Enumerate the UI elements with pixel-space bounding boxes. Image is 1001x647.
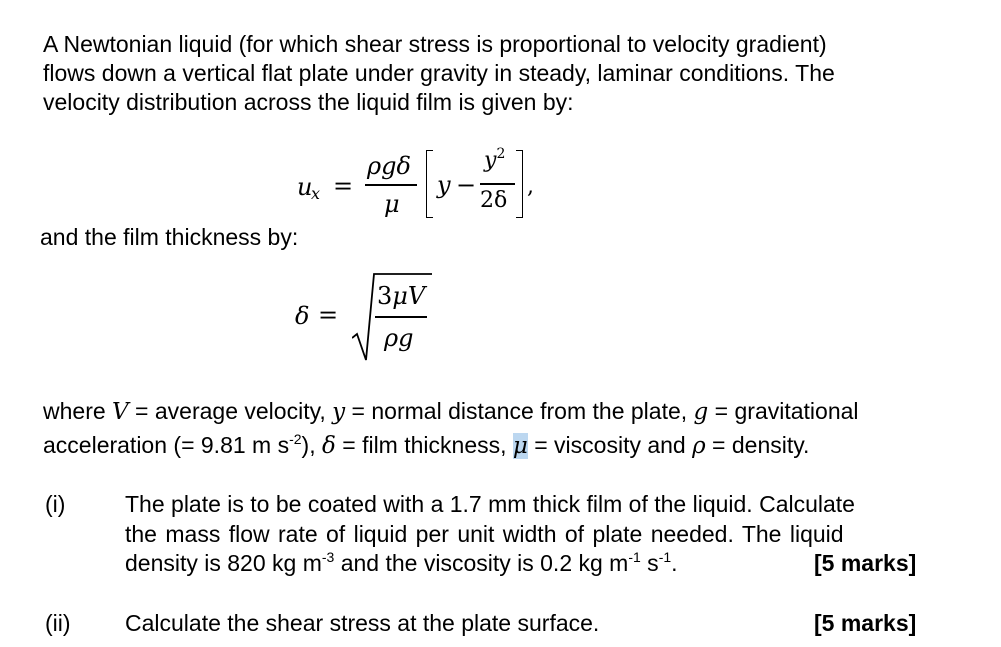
velocity-denominator: μ [384,190,400,218]
velocity-numerator: ρgδ [367,152,411,180]
definition-acceleration-close: ), [301,432,322,458]
definitions-prefix: where [43,398,113,424]
definition-acceleration: acceleration (= 9.81 m s [43,432,290,458]
thickness-lhs: δ [295,302,310,330]
velocity-right-bracket [516,150,523,218]
inner-numerator-y: y [484,148,497,173]
thickness-equals: = [318,301,339,329]
velocity-bracket-term: y [437,171,451,199]
question-i-line-1: The plate is to be coated with a 1.7 mm thick film of the liquid. Calculate [125,491,855,517]
definition-y: = normal distance from the plate, [345,398,694,424]
velocity-left-bracket [426,150,433,218]
numerator-mu-v: μV [392,282,426,310]
symbol-y: y [332,399,346,425]
intro-line-2: flows down a vertical flat plate under gravity in steady, laminar conditions. The [43,60,835,86]
velocity-inner-fraction-bar [480,183,515,185]
question-i-line-2: the mass flow rate of liquid per unit width of plate needed. The liquid [125,521,844,547]
symbol-v: V [112,399,129,425]
velocity-fraction-bar [365,184,417,186]
question-i-number: (i) [45,491,66,517]
thickness-denominator: ρg [384,324,414,352]
density-exponent: -3 [321,549,335,565]
symbol-mu: μ [512,433,528,459]
question-i-line-3 [125,549,678,578]
numerator-three: 3 [377,282,393,310]
velocity-inner-denominator: 2δ [480,188,508,213]
thickness-numerator [377,282,425,310]
definition-mu: = viscosity and [527,432,693,458]
intro-line-1: A Newtonian liquid (for which shear stress is proportional to velocity gradient) [43,31,827,57]
velocity-lhs: u [297,173,313,201]
thickness-fraction-bar [375,316,427,318]
inner-numerator-exponent: 2 [496,146,506,162]
velocity-lhs-subscript: x [311,184,321,203]
film-thickness-intro: and the film thickness by: [40,224,299,250]
velocity-minus: − [456,171,477,199]
velocity-inner-numerator [484,148,505,173]
definition-v: = average velocity, [128,398,333,424]
velocity-trailing-comma: , [527,174,534,199]
viscosity-text: and the viscosity is 0.2 kg m [334,550,629,576]
symbol-delta: δ [322,433,336,459]
definition-delta: = film thickness, [335,432,513,458]
definitions-line-1 [43,397,859,427]
definition-rho: = density. [705,432,810,458]
viscosity-exponent-s: -1 [658,549,672,565]
viscosity-seconds: s [640,550,659,576]
question-i-period: . [671,550,678,576]
definitions-line-2 [43,431,809,461]
intro-line-3: velocity distribution across the liquid film is given by: [43,89,574,115]
density-text: density is 820 kg m [125,550,322,576]
symbol-rho: ρ [692,433,706,459]
question-ii-number: (ii) [45,610,71,636]
symbol-g: g [693,399,709,425]
definition-g: = gravitational [708,398,859,424]
question-ii-line-1: Calculate the shear stress at the plate surface. [125,610,600,636]
question-ii-marks: [5 marks] [814,610,917,636]
question-i-marks: [5 marks] [814,550,917,576]
viscosity-exponent-m: -1 [628,549,641,565]
velocity-equals: = [333,172,354,200]
acceleration-exponent: -2 [289,431,302,447]
